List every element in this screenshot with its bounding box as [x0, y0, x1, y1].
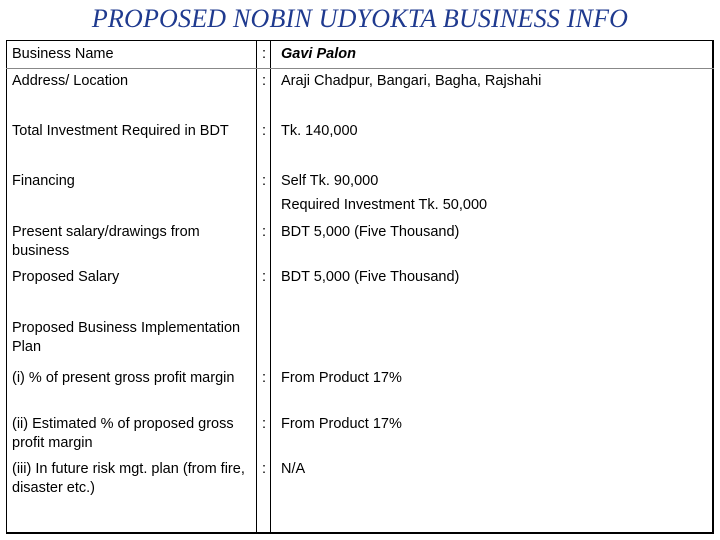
row-separator: : [262, 416, 267, 432]
row-separator: : [262, 461, 267, 477]
row-label-address: Address/ Location [12, 73, 129, 89]
row-divider [6, 68, 714, 69]
row-separator: : [262, 123, 267, 139]
row-separator: : [262, 269, 267, 285]
row-label-present-salary: Present salary/drawings from business [12, 224, 200, 259]
row-value-business-name: Gavi Palon [281, 46, 356, 62]
row-label-implementation-plan: Proposed Business Implementation Plan [12, 320, 241, 355]
row-value-financing-self: Self Tk. 90,000 [281, 173, 379, 189]
row-label-business-name: Business Name [12, 46, 114, 62]
column-divider-right [270, 40, 271, 534]
row-label-risk-plan: (iii) In future risk mgt. plan (from fire, disaster etc.) [12, 461, 245, 496]
row-separator: : [262, 224, 267, 240]
row-value-present-salary: BDT 5,000 (Five Thousand) [281, 224, 460, 240]
row-separator: : [262, 173, 267, 189]
row-separator: : [262, 73, 267, 89]
row-label-financing: Financing [12, 173, 75, 189]
row-label-total-investment: Total Investment Required in BDT [12, 123, 229, 139]
column-divider-left [256, 40, 257, 534]
row-value-address: Araji Chadpur, Bangari, Bagha, Rajshahi [281, 73, 542, 89]
row-value-proposed-salary: BDT 5,000 (Five Thousand) [281, 269, 460, 285]
row-value-risk-plan: N/A [281, 461, 306, 477]
row-value-total-investment: Tk. 140,000 [281, 123, 358, 139]
row-value-financing-required: Required Investment Tk. 50,000 [281, 197, 488, 213]
row-value-estimated-margin: From Product 17% [281, 416, 402, 432]
row-value-present-margin: From Product 17% [281, 370, 402, 386]
row-label-present-margin: (i) % of present gross profit margin [12, 370, 235, 386]
row-label-proposed-salary: Proposed Salary [12, 269, 120, 285]
row-separator: : [262, 46, 267, 62]
row-separator: : [262, 370, 267, 386]
page-title: PROPOSED NOBIN UDYOKTA BUSINESS INFO [91, 4, 629, 33]
row-label-estimated-margin: (ii) Estimated % of proposed gross profit margin [12, 416, 234, 451]
